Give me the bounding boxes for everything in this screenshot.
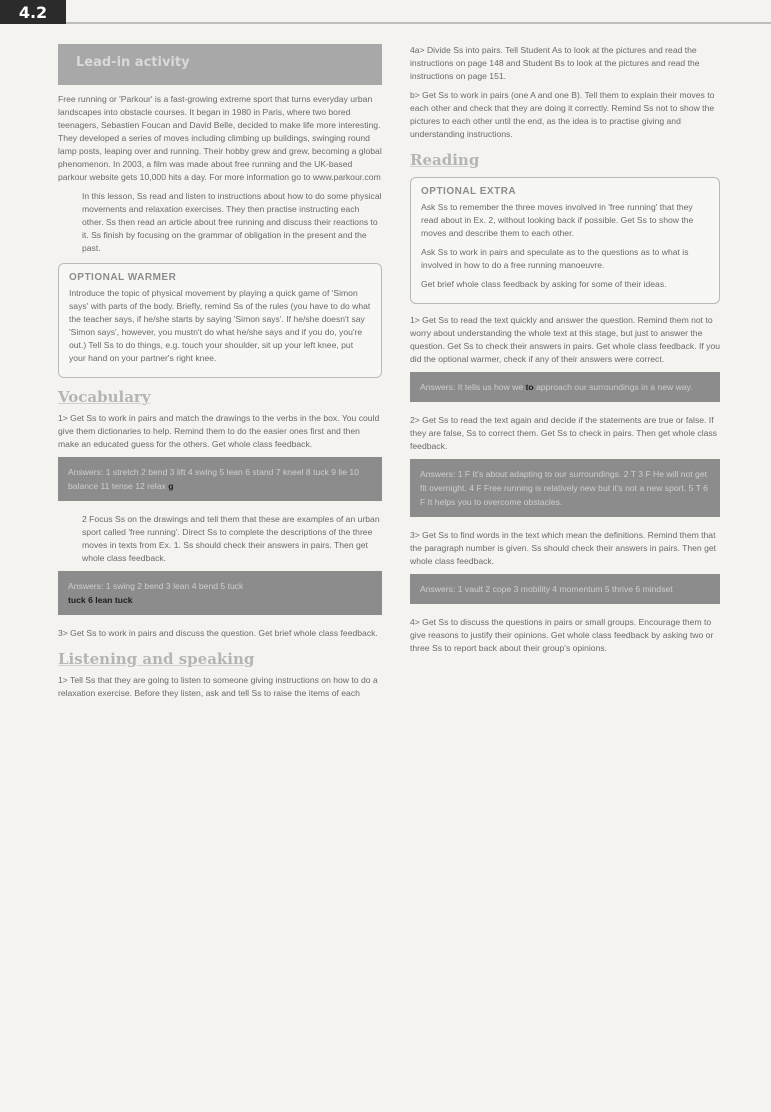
optional-extra-p2: Ask Ss to work in pairs and speculate as to the questions as to what is involved in how to do a free running manoeuvre. [421,247,689,270]
optional-warmer-title: OPTIONAL WARMER [69,272,177,283]
answers-2b-c: tuck [114,595,133,605]
reading-item-1: 1> Get Ss to read the text quickly and answer the question. Remind them not to worry about understanding the whole text at this stage, but just to answer the question. Get Ss to check their answers in pairs. Get whole class feedback. If you did the optional warmer, check if any of their answers were correct. [410,315,721,364]
answers-box-1 [58,457,382,501]
answers-1-text: Answers: 1 stretch 2 bend 3 lift 4 swing 5 lean 6 stand 7 kneel 8 tuck 9 lie 10 balance 11 tense 12 relax [68,467,359,491]
reading-answers-1c: approach our surroundings in a new way. [536,382,693,392]
reading-heading: Reading [410,151,480,169]
reading-item-3: 3> Get Ss to find words in the text which mean the definitions. Remind them that the paragraph number is given. Ss should check their answers in pairs. Then get whole class feedback. [410,530,717,566]
header-rule [66,22,771,24]
vocabulary-heading: Vocabulary [58,388,151,406]
item-4a: 4a> Divide Ss into pairs. Tell Student As to look at the pictures and read the instructions on page 148 and Student Bs to look at the pictures and read the instructions on page 151. [410,45,700,81]
listening-heading: Listening and speaking [58,650,255,668]
answers-box-2 [58,571,382,615]
unit-tab: 4.2 [0,0,66,24]
left-column [58,44,382,706]
optional-extra-title: OPTIONAL EXTRA [421,186,517,197]
answers-2b-b: 6 lean [88,595,113,605]
reading-answers-1b: to [525,382,534,392]
answers-1-highlight: g [168,481,174,491]
listening-item-1: 1> Tell Ss that they are going to listen to someone giving instructions on how to do a relaxation exercise. Before they listen, ask and tell Ss to raise the items of each [58,675,378,698]
reading-item-2: 2> Get Ss to read the text again and decide if the statements are true or false. If they are false, Ss to correct them. Get Ss to check in pairs. Then get whole class feedback. [410,415,717,451]
reading-answers-3: Answers: 1 vault 2 cope 3 mobility 4 momentum 5 thrive 6 mindset [410,574,720,604]
right-column [410,44,720,661]
optional-warmer-text: Introduce the topic of physical movement by playing a quick game of 'Simon says' with parts of the body. Briefly, remind Ss of the rules (you have to do what the teacher says, if he/she starts by saying 'Simon says'. If he/she doesn't say 'Simon says', however, you mustn't do what he/she says and if you do, you're out.) Tell Ss to do things, e.g. touch your shoulder, sit up your left knee, put your hand on your partner's right knee. [69,288,371,363]
optional-extra-box [410,177,720,304]
reading-item-4: 4> Get Ss to discuss the questions in pairs or small groups. Encourage them to give reasons to justify their opinions. Get whole class feedback by asking two or three Ss to report back about their group's opinions. [410,617,714,653]
item-4b: b> Get Ss to work in pairs (one A and one B). Tell them to explain their moves to each other and check that they are doing it correctly. Remind Ss not to show the pictures to each other until the end, as the idea is to practise giving and understanding instructions. [410,90,715,139]
reading-answers-1a: Answers: It tells us how we [420,382,524,392]
reading-answers-2: Answers: 1 F It's about adapting to our surroundings. 2 T 3 F He will not get fit overnight. 4 F Free running is relatively new but it's not a new sport. 5 T 6 F It helps you to overcome obstacles. [410,459,720,517]
answers-2a-text: Answers: 1 swing 2 bend 3 lean 4 bend 5 tuck [68,581,244,591]
lesson-note: In this lesson, Ss read and listen to instructions about how to do some physical movements and relaxation exercises. They then practise instructing each other. Ss then read an article about free running and discuss their reactions to it. Ss finish by focusing on the grammar of obligation in the present and the past. [82,191,382,253]
optional-warmer-box [58,263,382,378]
optional-extra-p1: Ask Ss to remember the three moves involved in 'free running' that they read about in Ex. 2, without looking back if possible. Get Ss to show the moves and describe them to each other. [421,202,694,238]
answers-2b-a: tuck [68,595,86,605]
vocab-item-2: 2 Focus Ss on the drawings and tell them that these are examples of an urban sport called 'free running'. Direct Ss to complete the descriptions of the three moves in texts from Ex. 1. Ss should check their answers in pairs. Then get whole class feedback. [82,514,380,563]
lead-in-banner: Lead-in activity [58,44,382,85]
intro-paragraph: Free running or 'Parkour' is a fast-growing extreme sport that turns everyday urban landscapes into obstacle courses. It began in 1980 in Paris, where two bored teenagers, Sebastien Foucan and David Belle, decided to make life more interesting. They developed a series of moves including climbing up buildings, swinging round lamp posts, leaping over and running. Their hobby grew and grew, becoming a global phenomenon. In 2003, a film was made about free running and the UK-based parkour website gets 10,000 hits a day. For more information go to www.parkour.com [58,94,382,182]
vocab-item-1: 1> Get Ss to work in pairs and match the drawings to the verbs in the box. You could give them dictionaries to help. Remind them to do the easier ones first and then make an educated guess for the others. Get whole class feedback. [58,413,380,449]
optional-extra-p3: Get brief whole class feedback by asking for some of their ideas. [421,279,667,289]
reading-answers-1 [410,372,720,402]
vocab-item-3: 3> Get Ss to work in pairs and discuss the question. Get brief whole class feedback. [58,628,378,638]
